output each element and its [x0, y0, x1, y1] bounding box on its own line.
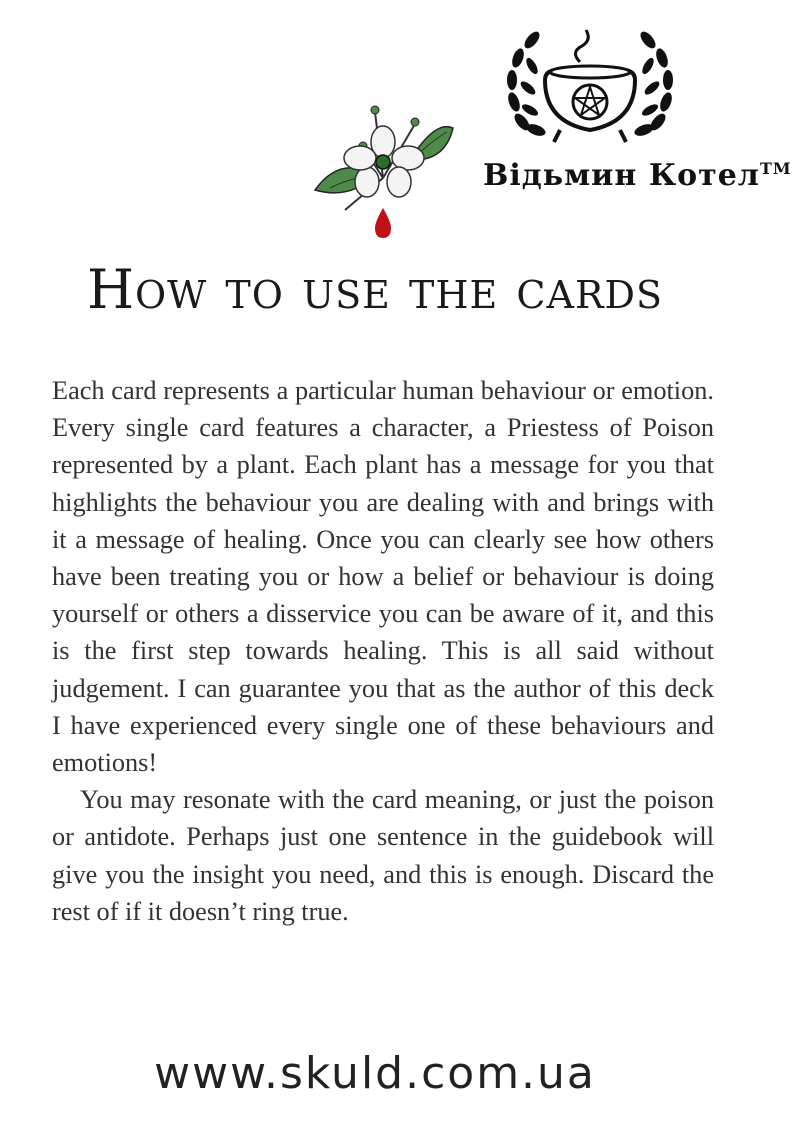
blood-drop-icon	[375, 208, 391, 238]
cauldron-pentagram-icon	[500, 22, 680, 152]
flower-icon	[315, 106, 453, 210]
page-title: How to use the cards	[86, 258, 664, 321]
trademark-mark: TM	[759, 159, 792, 178]
flower-illustration	[305, 100, 460, 245]
laurel-right	[633, 29, 674, 138]
body-text	[52, 372, 714, 930]
footer-url[interactable]: www.skuld.com.ua	[154, 1048, 596, 1099]
paragraph-1: Each card represents a particular human behaviour or emotion. Every single card features a character, a Priestess of Poison represented by a plant. Each plant has a message for you that highlights the behaviour you are dealing with and brings with it a message of healing. Once you can clearly see how others have been treating you or how a belief or behaviour is doing yourself or others a disservice you can be aware of it, and this is the first step towards healing. This is all said without judgement. I can guarantee you that as the author of this deck I have experienced every single one of these behaviours and emotions!	[52, 376, 714, 778]
brand-text: Відьмин Котел	[483, 158, 760, 193]
paragraph-2: You may resonate with the card meaning, or just the poison or antidote. Perhaps just one sentence in the guidebook will give you the insight you need, and this is enough. Discard the rest of if it doesn’t ring true.	[52, 785, 714, 926]
laurel-left	[506, 29, 547, 138]
brand-name	[483, 158, 792, 193]
